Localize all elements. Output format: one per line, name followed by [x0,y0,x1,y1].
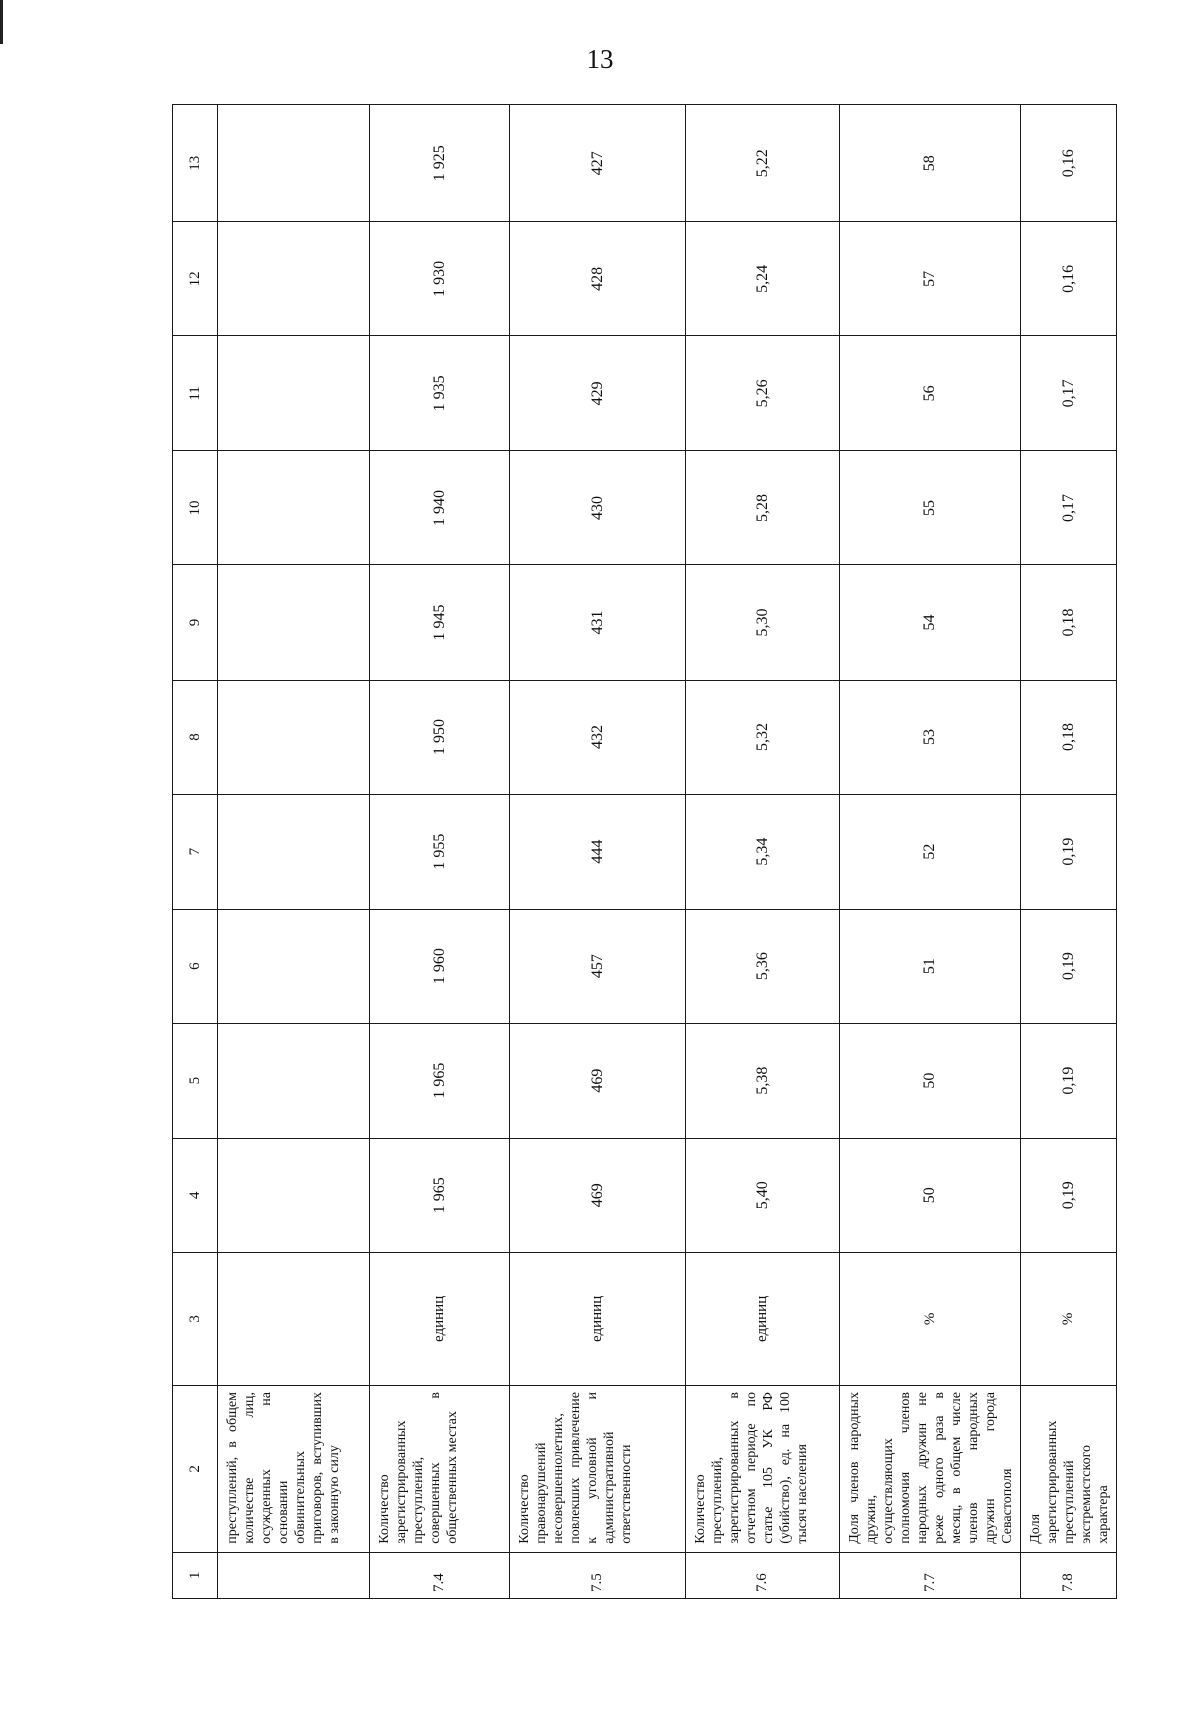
value-cell: 1 940 [370,451,510,565]
value-cell: 51 [840,909,1021,1023]
value-cell: 457 [510,909,686,1023]
column-header: 13 [173,105,218,222]
value-cell: 53 [840,680,1021,794]
row-number: 7.6 [686,1552,840,1598]
row-number: 7.8 [1021,1552,1117,1598]
indicators-table [172,104,1117,1599]
value-cell: 432 [510,680,686,794]
table-row [370,105,510,1599]
value-cell: 54 [840,565,1021,680]
column-header: 7 [173,794,218,909]
column-header: 11 [173,336,218,451]
value-cell [218,105,370,222]
value-cell: 1 960 [370,909,510,1023]
value-cell: 1 965 [370,1023,510,1138]
unit-cell: % [1021,1252,1117,1385]
value-cell: 52 [840,794,1021,909]
table-row [510,105,686,1599]
value-cell: 428 [510,222,686,336]
table-row [1021,105,1117,1599]
value-cell: 1 965 [370,1138,510,1252]
row-number: 7.5 [510,1552,686,1598]
scan-edge-mark [0,0,3,44]
column-header: 10 [173,451,218,565]
value-cell: 431 [510,565,686,680]
value-cell: 5,26 [686,336,840,451]
value-cell: 5,36 [686,909,840,1023]
indicator-name: Количество зарегистрированных преступлений, совершенных в общественных местах [370,1386,510,1553]
row-number: 7.7 [840,1552,1021,1598]
indicator-name: преступлений, в общем количестве лиц, осужденных на основании обвинительных приговоров, вступивших в законную силу [218,1386,370,1553]
column-header: 4 [173,1138,218,1252]
column-header: 6 [173,909,218,1023]
value-cell: 5,30 [686,565,840,680]
value-cell [218,680,370,794]
table-row [840,105,1021,1599]
value-cell: 429 [510,336,686,451]
indicator-name: Доля зарегистрированных преступлений экстремистского характера [1021,1386,1117,1553]
value-cell: 0,16 [1021,105,1117,222]
unit-cell [218,1252,370,1385]
value-cell: 50 [840,1138,1021,1252]
value-cell: 0,18 [1021,565,1117,680]
row-number [218,1552,370,1598]
value-cell: 430 [510,451,686,565]
unit-cell: единиц [370,1252,510,1385]
column-header: 5 [173,1023,218,1138]
rotated-table-container [172,104,1111,1599]
value-cell: 5,34 [686,794,840,909]
value-cell: 57 [840,222,1021,336]
value-cell: 1 955 [370,794,510,909]
value-cell: 469 [510,1138,686,1252]
value-cell [218,794,370,909]
value-cell: 1 935 [370,336,510,451]
column-header: 3 [173,1252,218,1385]
column-header: 8 [173,680,218,794]
value-cell: 0,19 [1021,1138,1117,1252]
value-cell [218,1023,370,1138]
unit-cell: единиц [510,1252,686,1385]
value-cell: 5,28 [686,451,840,565]
value-cell [218,451,370,565]
value-cell [218,565,370,680]
column-header: 9 [173,565,218,680]
value-cell: 0,19 [1021,794,1117,909]
indicator-name: Доля членов народных дружин, осуществляющих полномочия членов народных дружин не реже одного раза в месяц, в общем числе членов народных дружин города Севастополя [840,1386,1021,1553]
value-cell: 0,18 [1021,680,1117,794]
value-cell: 1 950 [370,680,510,794]
row-number: 7.4 [370,1552,510,1598]
value-cell: 0,16 [1021,222,1117,336]
value-cell: 1 925 [370,105,510,222]
value-cell [218,222,370,336]
value-cell: 1 945 [370,565,510,680]
value-cell: 0,17 [1021,336,1117,451]
value-cell [218,1138,370,1252]
page-number: 13 [586,44,614,74]
value-cell: 0,19 [1021,909,1117,1023]
indicator-name: Количество преступлений, зарегистрированных в отчетном периоде по статье 105 УК РФ (убийство), ед. на 100 тысяч населения [686,1386,840,1553]
unit-cell: единиц [686,1252,840,1385]
value-cell: 5,32 [686,680,840,794]
value-cell: 58 [840,105,1021,222]
indicator-name: Количество правонарушений несовершеннолетних, повлекших привлечение к уголовной и административной ответственности [510,1386,686,1553]
value-cell: 56 [840,336,1021,451]
value-cell: 0,17 [1021,451,1117,565]
header-row [173,105,218,1599]
unit-cell: % [840,1252,1021,1385]
value-cell: 444 [510,794,686,909]
value-cell: 5,38 [686,1023,840,1138]
value-cell: 5,24 [686,222,840,336]
value-cell: 427 [510,105,686,222]
value-cell [218,909,370,1023]
table-row [686,105,840,1599]
value-cell: 5,22 [686,105,840,222]
table-row [218,105,370,1599]
table-body [218,105,1117,1599]
column-header: 1 [173,1552,218,1598]
value-cell: 5,40 [686,1138,840,1252]
column-header: 2 [173,1386,218,1553]
value-cell: 0,19 [1021,1023,1117,1138]
value-cell: 55 [840,451,1021,565]
value-cell: 50 [840,1023,1021,1138]
column-header: 12 [173,222,218,336]
value-cell [218,336,370,451]
value-cell: 469 [510,1023,686,1138]
value-cell: 1 930 [370,222,510,336]
